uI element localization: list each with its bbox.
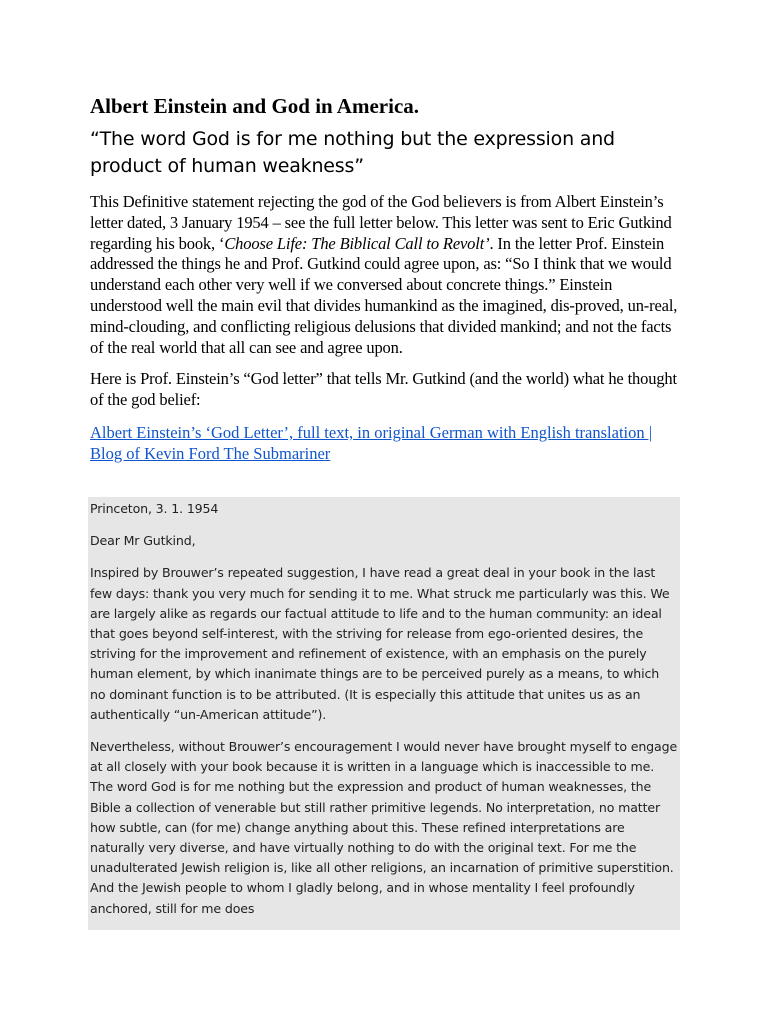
intro-paragraph-2: Here is Prof. Einstein’s “God letter” that tells Mr. Gutkind (and the world) what he thought of the god belief: [90,369,677,410]
god-letter-link[interactable]: Albert Einstein’s ‘God Letter’, full text, in original German with English translation | Blog of Kevin Ford The Submariner [90,422,653,463]
letter-block [88,497,680,930]
intro-text-part2: . In the letter Prof. Einstein addressed the things he and Prof. Gutkind could agree upon, as: “So I think that we would understand each other very well if we conversed about concrete things.” Einstein understood well the main evil that divides humankind as the imagined, dis-proved, un-real, mind-clouding, and conflicting religious delusions that divided mankind; and not the facts of the real world that all can see and agree upon. [90,233,678,357]
letter-paragraph-1: Inspired by Brouwer’s repeated suggestion, I have read a great deal in your book in the last few days: thank you very much for sending it to me. What struck me particularly was this. We are largely alike as regards our factual attitude to life and to the human community: an ideal that goes beyond self-interest, with the striving for release from ego-oriented desires, the striving for the improvement and refinement of existence, with an emphasis on the purely human element, by which inanimate things are to be perceived purely as a means, to which no dominant function is to be attributed. (It is especially this attitude that unites us as an authentically “un-American attitude”). [90,565,670,722]
page-title: Albert Einstein and God in America. [90,94,420,118]
intro-paragraph [90,192,680,358]
letter-place-date: Princeton, 3. 1. 1954 [90,501,219,516]
article-body [90,92,680,464]
intro-text-part1: This Definitive statement rejecting the god of the God believers is from Albert Einstein’s letter dated, 3 January 1954 – see the full letter below. This letter was sent to Eric Gutkind regarding his book, ‘ [90,192,672,253]
letter-salutation: Dear Mr Gutkind, [90,533,196,549]
headline-quote: “The word God is for me nothing but the expression and product of human weakness” [90,128,615,177]
letter-paragraph-2: Nevertheless, without Brouwer’s encouragement I would never have brought myself to engage at all closely with your book because it is written in a language which is inaccessible to me. The word God is for me nothing but the expression and product of human weaknesses, the Bible a collection of venerable but still rather primitive legends. No interpretation, no matter how subtle, can (for me) change anything about this. These refined interpretations are naturally very diverse, and have virtually nothing to do with the original text. For me the unadulterated Jewish religion is, like all other religions, an incarnation of primitive superstition. And the Jewish people to whom I gladly belong, and in whose mentality I feel profoundly anchored, still for me does [90,739,678,916]
book-title: Choose Life: The Biblical Call to Revolt’ [224,233,490,253]
